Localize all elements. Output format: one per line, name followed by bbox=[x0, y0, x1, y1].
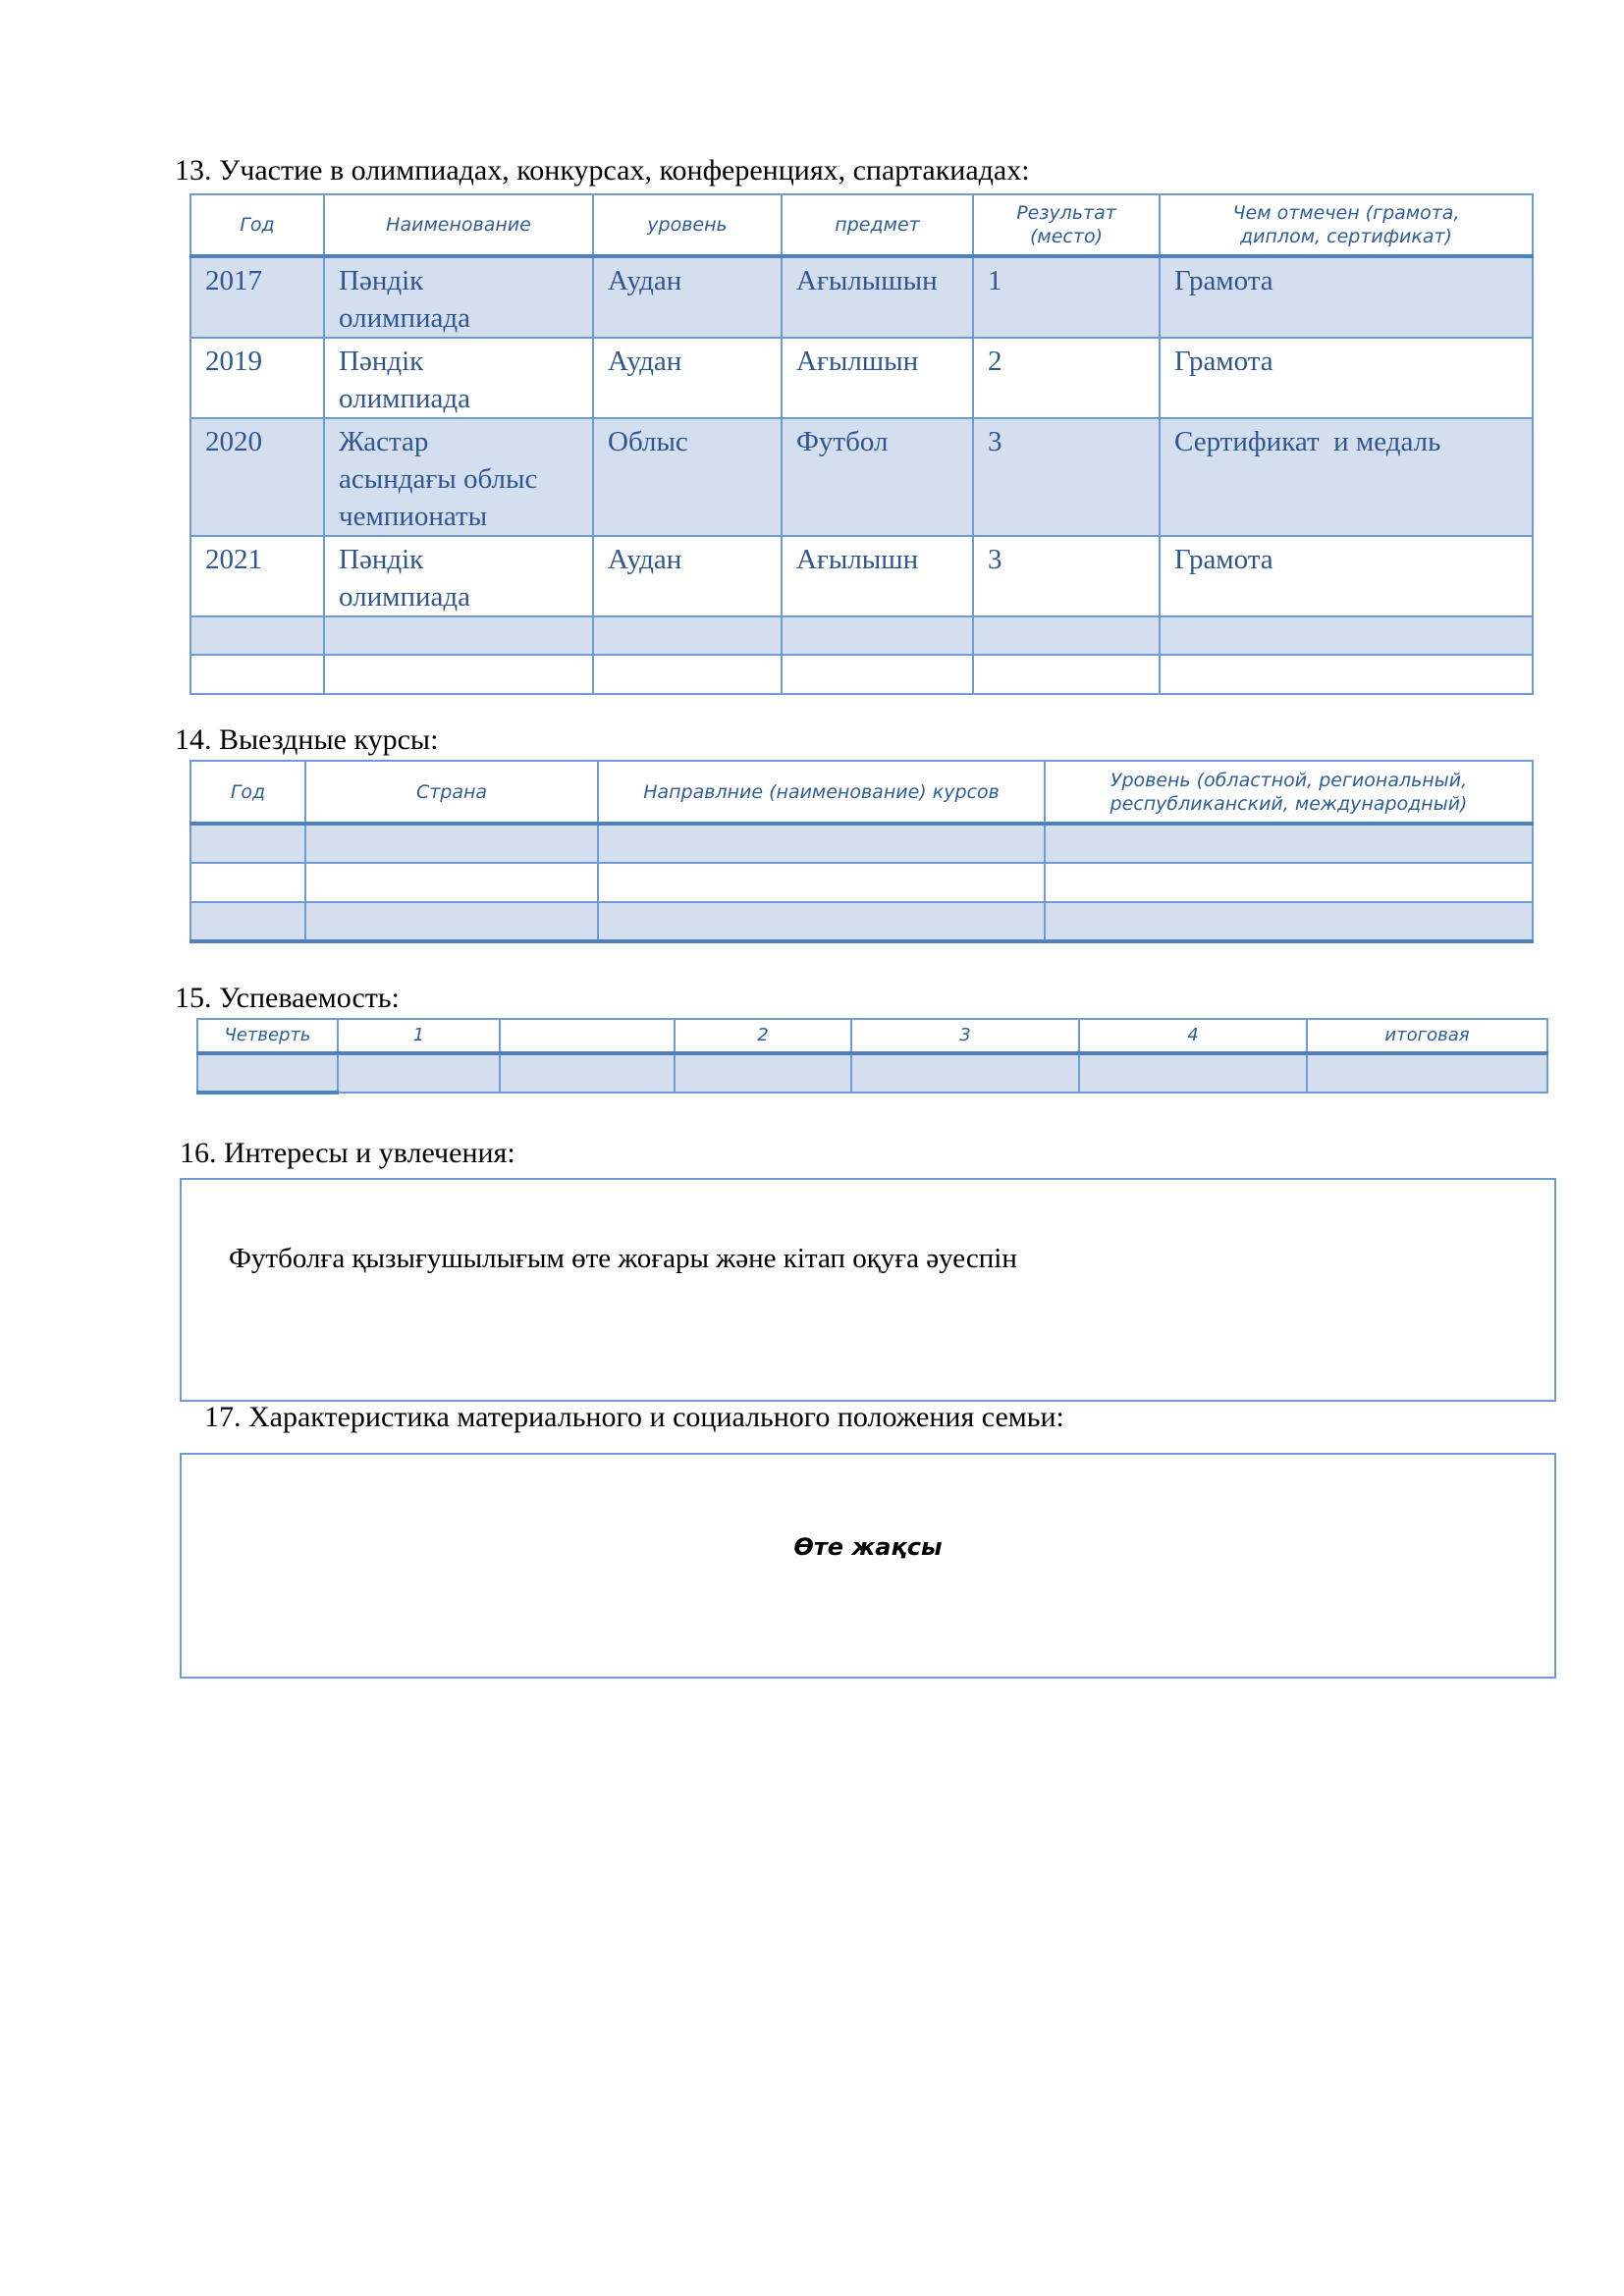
cell-subject: Футбол bbox=[782, 418, 973, 536]
cell-empty bbox=[1045, 863, 1533, 902]
olympiad-table bbox=[189, 193, 1534, 695]
col-header-q1: 1 bbox=[338, 1019, 500, 1053]
interests-text: Футболға қызығушылығым өте жоғары және кітап оқуға әуеспін bbox=[229, 1243, 1017, 1274]
cell-empty bbox=[338, 1053, 500, 1093]
table-row-empty bbox=[197, 1053, 1547, 1093]
col-header-country: Страна bbox=[305, 761, 598, 824]
cell-level: Аудан bbox=[593, 256, 782, 338]
cell-empty bbox=[305, 824, 598, 863]
cell-empty bbox=[593, 655, 782, 694]
cell-subject: Ағылышн bbox=[782, 536, 973, 616]
col-header-blank bbox=[500, 1019, 675, 1053]
cell-empty bbox=[598, 902, 1045, 941]
section-13-title: 13. Участие в олимпиадах, конкурсах, конференциях, спартакиадах: bbox=[175, 154, 1030, 187]
cell-empty bbox=[1307, 1053, 1547, 1093]
table-row bbox=[190, 338, 1533, 418]
col-header-q3: 3 bbox=[851, 1019, 1079, 1053]
cell-level: Аудан bbox=[593, 536, 782, 616]
interests-box bbox=[180, 1178, 1556, 1402]
cell-empty bbox=[598, 824, 1045, 863]
cell-result: 3 bbox=[973, 536, 1160, 616]
cell-empty bbox=[197, 1053, 338, 1093]
table-row-empty bbox=[190, 616, 1533, 655]
cell-empty bbox=[1045, 902, 1533, 941]
section-15-title: 15. Успеваемость: bbox=[175, 982, 400, 1014]
cell-empty bbox=[305, 902, 598, 941]
table-row-empty bbox=[190, 824, 1533, 863]
col-header-award: Чем отмечен (грамота, диплом, сертификат) bbox=[1160, 194, 1533, 256]
cell-empty bbox=[973, 616, 1160, 655]
cell-subject: Ағылшын bbox=[782, 338, 973, 418]
cell-empty bbox=[305, 863, 598, 902]
cell-empty bbox=[1160, 616, 1533, 655]
col-header-q2: 2 bbox=[675, 1019, 851, 1053]
courses-table bbox=[189, 760, 1534, 943]
col-header-year: Год bbox=[190, 761, 305, 824]
cell-year: 2019 bbox=[190, 338, 324, 418]
table-row bbox=[190, 256, 1533, 338]
col-header-q4: 4 bbox=[1079, 1019, 1307, 1053]
cell-empty bbox=[1079, 1053, 1307, 1093]
cell-result: 1 bbox=[973, 256, 1160, 338]
cell-empty bbox=[190, 863, 305, 902]
cell-empty bbox=[500, 1053, 675, 1093]
table-row-empty bbox=[190, 902, 1533, 941]
cell-empty bbox=[1160, 655, 1533, 694]
col-header-result: Результат (место) bbox=[973, 194, 1160, 256]
cell-award: Грамота bbox=[1160, 256, 1533, 338]
cell-empty bbox=[593, 616, 782, 655]
cell-empty bbox=[675, 1053, 851, 1093]
section-17-title: 17. Характеристика материального и социального положения семьи: bbox=[204, 1401, 1064, 1433]
cell-year: 2021 bbox=[190, 536, 324, 616]
cell-subject: Ағылышын bbox=[782, 256, 973, 338]
cell-award: Сертификат и медаль bbox=[1160, 418, 1533, 536]
table-row-empty bbox=[190, 863, 1533, 902]
table-row bbox=[190, 536, 1533, 616]
section-14-title: 14. Выездные курсы: bbox=[175, 723, 439, 756]
table-row-empty bbox=[190, 655, 1533, 694]
cell-empty bbox=[324, 616, 593, 655]
cell-name: Пәндік олимпиада bbox=[324, 536, 593, 616]
cell-empty bbox=[1045, 824, 1533, 863]
performance-table bbox=[196, 1018, 1548, 1095]
cell-empty bbox=[851, 1053, 1079, 1093]
section-16-title: 16. Интересы и увлечения: bbox=[180, 1137, 515, 1169]
table-row bbox=[190, 418, 1533, 536]
cell-name: Пәндік олимпиада bbox=[324, 338, 593, 418]
cell-year: 2017 bbox=[190, 256, 324, 338]
family-status-box bbox=[180, 1453, 1556, 1679]
cell-year: 2020 bbox=[190, 418, 324, 536]
cell-result: 2 bbox=[973, 338, 1160, 418]
family-status-text: Өте жақсы bbox=[793, 1533, 943, 1561]
cell-empty bbox=[324, 655, 593, 694]
cell-name: Пәндік олимпиада bbox=[324, 256, 593, 338]
col-header-final: итоговая bbox=[1307, 1019, 1547, 1053]
cell-name: Жастар асындағы облыс чемпионаты bbox=[324, 418, 593, 536]
cell-level: Аудан bbox=[593, 338, 782, 418]
cell-empty bbox=[973, 655, 1160, 694]
col-header-name: Наименование bbox=[324, 194, 593, 256]
col-header-year: Год bbox=[190, 194, 324, 256]
col-header-quarter: Четверть bbox=[197, 1019, 338, 1053]
col-header-level: уровень bbox=[593, 194, 782, 256]
cell-result: 3 bbox=[973, 418, 1160, 536]
cell-empty bbox=[190, 902, 305, 941]
cell-empty bbox=[190, 824, 305, 863]
cell-empty bbox=[190, 616, 324, 655]
cell-empty bbox=[190, 655, 324, 694]
cell-award: Грамота bbox=[1160, 536, 1533, 616]
cell-award: Грамота bbox=[1160, 338, 1533, 418]
col-header-course-level: Уровень (областной, региональный, республиканский, международный) bbox=[1045, 761, 1533, 824]
cell-empty bbox=[782, 616, 973, 655]
cell-empty bbox=[782, 655, 973, 694]
cell-empty bbox=[598, 863, 1045, 902]
col-header-course-direction: Направлние (наименование) курсов bbox=[598, 761, 1045, 824]
col-header-subject: предмет bbox=[782, 194, 973, 256]
cell-level: Облыс bbox=[593, 418, 782, 536]
